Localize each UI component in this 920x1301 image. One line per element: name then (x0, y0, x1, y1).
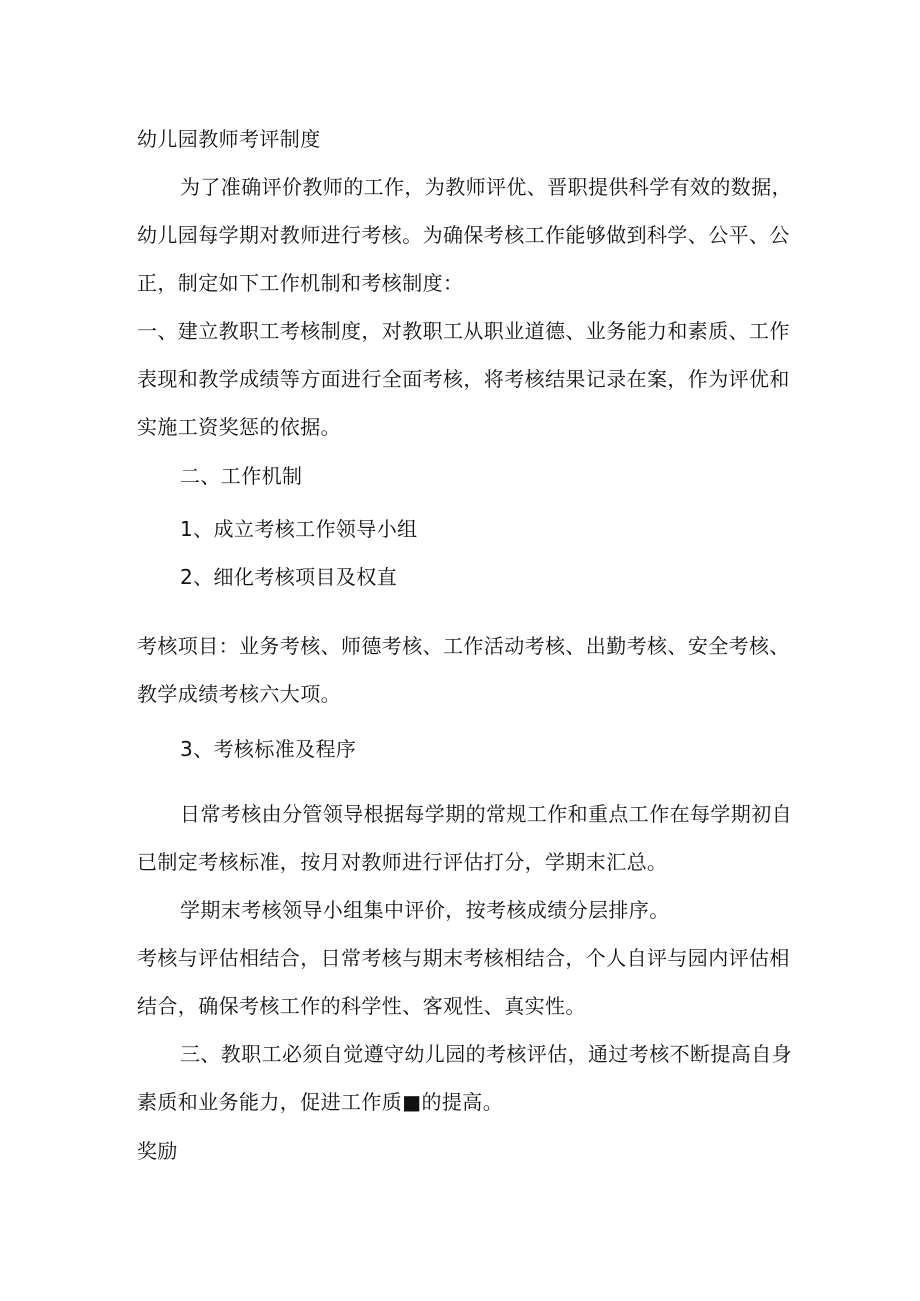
paragraph-line: 表现和教学成绩等方面进行全面考核，将考核结果记录在案，作为评优和 (137, 367, 790, 391)
paragraph-line: 实施工资奖惩的依据。 (137, 415, 341, 439)
paragraph-line: 考核与评估相结合，日常考核与期末考核相结合，个人自评与园内评估相 (137, 946, 790, 970)
section-heading: 奖励 (137, 1139, 178, 1163)
paragraph-line: 正，制定如下工作机制和考核制度： (137, 271, 464, 295)
subsection-heading: 1、成立考核工作领导小组 (180, 517, 418, 541)
paragraph-line: 为了准确评价教师的工作，为教师评优、晋职提供科学有效的数据， (180, 175, 792, 199)
paragraph-line: 结合，确保考核工作的科学性、客观性、真实性。 (137, 994, 586, 1018)
subsection-heading: 3、考核标准及程序 (180, 737, 357, 761)
paragraph-line: 三、教职工必须自觉遵守幼儿园的考核评估，通过考核不断提高自身 (180, 1042, 792, 1066)
paragraph-line: 幼儿园每学期对教师进行考核。为确保考核工作能够做到科学、公平、公 (137, 223, 790, 247)
paragraph-line: 考核项目：业务考核、师德考核、工作活动考核、出勤考核、安全考核、 (137, 634, 790, 658)
paragraph-line: 素质和业务能力，促进工作质■的提高。 (137, 1090, 504, 1114)
paragraph-line: 一、建立教职工考核制度，对教职工从职业道德、业务能力和素质、工作 (137, 319, 790, 343)
paragraph-line: 学期末考核领导小组集中评价，按考核成绩分层排序。 (180, 898, 670, 922)
section-heading: 二、工作机制 (180, 464, 303, 488)
paragraph-line: 日常考核由分管领导根据每学期的常规工作和重点工作在每学期初自 (180, 802, 792, 826)
paragraph-line: 已制定考核标准，按月对教师进行评估打分，学期末汇总。 (137, 850, 668, 874)
document-title: 幼儿园教师考评制度 (137, 127, 321, 151)
paragraph-line: 教学成绩考核六大项。 (137, 682, 341, 706)
subsection-heading: 2、细化考核项目及权直 (180, 565, 398, 589)
